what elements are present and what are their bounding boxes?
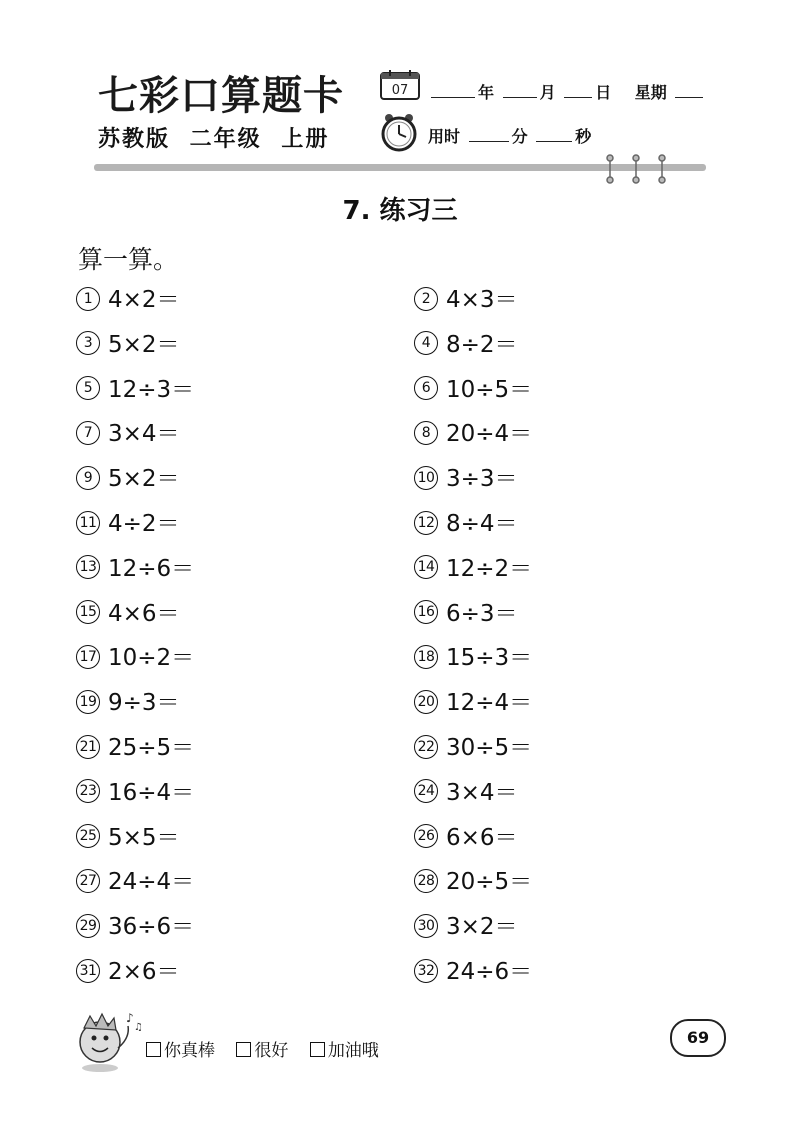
problem-number: 8 [414, 421, 438, 445]
problem-item [76, 370, 194, 410]
problem-item [414, 280, 518, 320]
problem-expression: 4×3＝ [446, 287, 518, 313]
problem-number: 13 [76, 555, 100, 579]
problem-number: 15 [76, 600, 100, 624]
eval-label-1: 你真棒 [164, 1041, 215, 1061]
cartoon-mascot-icon [70, 1008, 142, 1074]
problem-expression: 10÷5＝ [446, 376, 533, 403]
problem-item [76, 952, 180, 992]
problem-number: 20 [414, 690, 438, 714]
problem-expression: 4×2＝ [108, 287, 180, 313]
problem-number: 26 [414, 824, 438, 848]
problem-expression: 5×2＝ [108, 331, 180, 358]
problem-number: 25 [76, 824, 100, 848]
problem-item [76, 638, 194, 678]
problem-item [76, 818, 180, 858]
problem-item [414, 907, 518, 947]
svg-text:♪: ♪ [126, 1011, 134, 1025]
problem-number: 18 [414, 645, 438, 669]
problem-expression: 10÷2＝ [108, 645, 195, 672]
problem-expression: 8÷2＝ [446, 331, 518, 358]
problem-number: 2 [414, 287, 438, 311]
weekday-label: 星期 [634, 83, 667, 102]
time-used-label: 用时 [428, 127, 461, 146]
self-evaluation [146, 1036, 379, 1061]
instruction-text: 算一算。 [78, 245, 179, 274]
problem-item [414, 773, 518, 813]
problem-expression: 6×6＝ [446, 824, 518, 851]
year-blank[interactable] [431, 83, 475, 98]
problem-number: 27 [76, 869, 100, 893]
problem-number: 6 [414, 376, 438, 400]
problem-expression: 3×2＝ [446, 914, 518, 941]
seconds-blank[interactable] [536, 127, 572, 142]
problem-expression: 8÷4＝ [446, 511, 518, 537]
problem-number: 21 [76, 735, 100, 759]
problem-expression: 12÷6＝ [108, 555, 195, 582]
month-blank[interactable] [503, 83, 537, 98]
problem-number: 19 [76, 690, 100, 714]
problem-number: 32 [414, 959, 438, 983]
problem-number: 11 [76, 511, 100, 535]
problem-expression: 16÷4＝ [108, 779, 195, 806]
divider-beads-decoration [600, 152, 680, 186]
problem-number: 12 [414, 511, 438, 535]
problem-item [76, 549, 194, 589]
problem-expression: 12÷3＝ [108, 376, 195, 403]
problem-item [76, 907, 194, 947]
problem-number: 23 [76, 779, 100, 803]
eval-checkbox-1[interactable] [146, 1042, 161, 1057]
time-fill-line [428, 124, 591, 147]
problem-number: 16 [414, 600, 438, 624]
problem-expression: 36÷6＝ [108, 914, 195, 941]
eval-label-3: 加油哦 [327, 1041, 379, 1061]
problem-expression: 25÷5＝ [108, 735, 195, 761]
day-label: 日 [595, 83, 612, 102]
eval-checkbox-3[interactable] [310, 1042, 325, 1057]
problem-expression: 20÷4＝ [446, 421, 533, 448]
problem-item [414, 862, 532, 902]
problem-item [414, 414, 532, 454]
calendar-day: 07 [391, 83, 409, 98]
problem-number: 28 [414, 869, 438, 893]
problem-expression: 15÷3＝ [446, 645, 533, 672]
problem-expression: 24÷4＝ [108, 869, 195, 896]
seconds-label: 秒 [575, 127, 592, 146]
problem-number: 7 [76, 421, 100, 445]
problem-item [414, 594, 518, 634]
problem-expression: 4÷2＝ [108, 511, 180, 537]
problem-expression: 20÷5＝ [446, 869, 533, 896]
problem-number: 5 [76, 376, 100, 400]
problem-item [76, 325, 180, 365]
problem-expression: 6÷3＝ [446, 600, 518, 627]
month-label: 月 [539, 83, 556, 102]
problem-number: 22 [414, 735, 438, 759]
problem-item [414, 459, 518, 499]
problem-number: 9 [76, 466, 100, 490]
problem-item [414, 638, 532, 678]
clock-icon [378, 112, 420, 152]
problem-item [76, 862, 194, 902]
eval-label-2: 很好 [254, 1041, 289, 1061]
problem-item [76, 773, 194, 813]
problem-item [76, 459, 180, 499]
problem-number: 3 [76, 331, 100, 355]
problem-number: 31 [76, 959, 100, 983]
calendar-icon [380, 70, 420, 100]
problem-item [414, 370, 532, 410]
problem-item [76, 504, 180, 544]
svg-text:♫: ♫ [134, 1022, 143, 1033]
year-label: 年 [478, 83, 495, 102]
problem-expression: 12÷4＝ [446, 690, 533, 717]
problem-item [414, 728, 532, 768]
problem-number: 14 [414, 555, 438, 579]
brand-title: 七彩口算题卡 [98, 72, 344, 119]
problem-number: 24 [414, 779, 438, 803]
problem-expression: 4×6＝ [108, 600, 180, 627]
edition-label: 苏教版 二年级 上册 [98, 127, 330, 152]
problem-expression: 3×4＝ [108, 421, 180, 448]
section-title: 7. 练习三 [342, 196, 458, 226]
problem-item [414, 818, 518, 858]
problem-item [414, 952, 532, 992]
problem-number: 10 [414, 466, 438, 490]
problem-number: 4 [414, 331, 438, 355]
problem-item [76, 728, 194, 768]
minutes-blank[interactable] [469, 127, 509, 142]
problem-item [414, 325, 518, 365]
problem-expression: 24÷6＝ [446, 959, 533, 985]
problem-expression: 5×2＝ [108, 466, 180, 493]
problem-item [414, 683, 532, 723]
problem-expression: 3÷3＝ [446, 466, 518, 493]
problem-number: 30 [414, 914, 438, 938]
weekday-blank[interactable] [675, 83, 703, 98]
problem-number: 1 [76, 287, 100, 311]
minutes-label: 分 [511, 127, 528, 146]
problem-item [76, 594, 180, 634]
problem-expression: 9÷3＝ [108, 690, 180, 717]
page-number: 69 [670, 1019, 726, 1057]
problem-item [414, 549, 532, 589]
problem-expression: 2×6＝ [108, 959, 180, 985]
problem-number: 29 [76, 914, 100, 938]
problem-expression: 5×5＝ [108, 824, 180, 851]
date-fill-line [428, 80, 706, 103]
problem-item [76, 683, 180, 723]
problem-expression: 3×4＝ [446, 779, 518, 806]
problem-expression: 12÷2＝ [446, 555, 533, 582]
problem-item [76, 280, 180, 320]
problem-item [414, 504, 518, 544]
eval-checkbox-2[interactable] [236, 1042, 251, 1057]
problem-expression: 30÷5＝ [446, 735, 533, 761]
day-blank[interactable] [564, 83, 592, 98]
problem-number: 17 [76, 645, 100, 669]
problem-item [76, 414, 180, 454]
